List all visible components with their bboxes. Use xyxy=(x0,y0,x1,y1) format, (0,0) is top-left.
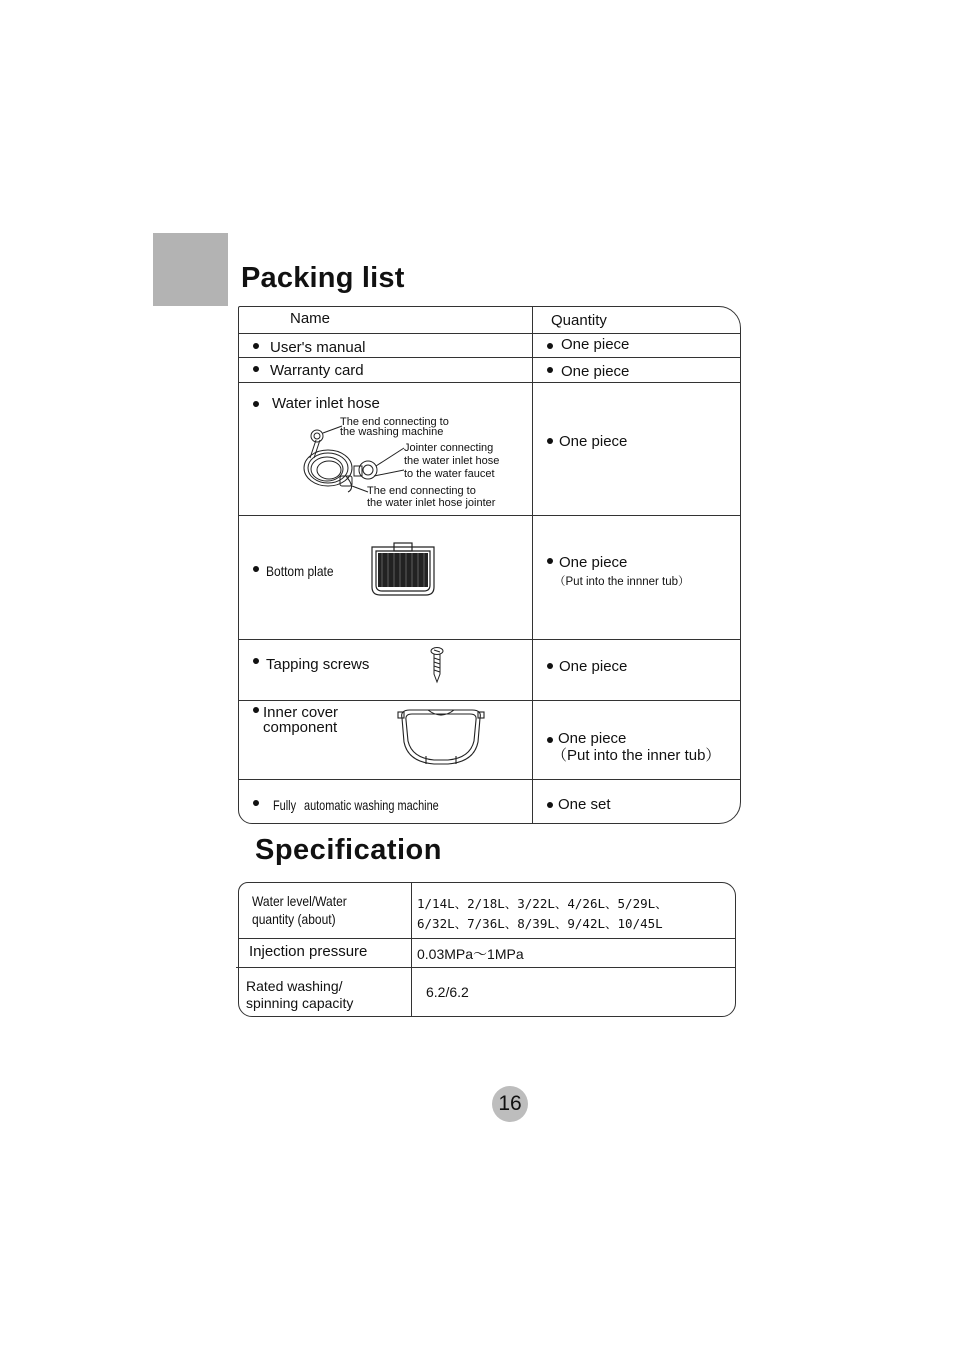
bullet xyxy=(253,566,259,572)
item-quantity: One piece xyxy=(561,336,630,353)
callout-text: The end connecting to xyxy=(340,416,449,428)
item-name: automatic washing machine xyxy=(304,797,439,813)
callout-text: to the water faucet xyxy=(404,468,495,480)
item-name: component xyxy=(263,719,338,736)
row-divider xyxy=(238,700,741,701)
row-divider xyxy=(238,938,736,939)
item-quantity: One piece xyxy=(559,433,628,450)
header-quantity: Quantity xyxy=(551,312,607,329)
bullet xyxy=(253,366,259,372)
spec-value: 1/14L、2/18L、3/22L、4/26L、5/29L、 xyxy=(417,896,668,911)
item-name: Fully xyxy=(273,797,297,813)
column-divider xyxy=(411,882,412,1017)
page-number: 16 xyxy=(492,1086,528,1122)
row-divider xyxy=(238,333,741,334)
item-name: User's manual xyxy=(270,339,366,356)
callout-text: Jointer connecting xyxy=(404,442,494,454)
spec-label: Injection pressure xyxy=(249,943,368,960)
item-quantity: One piece xyxy=(559,658,628,675)
row-divider xyxy=(238,357,741,358)
header-name: Name xyxy=(290,310,331,327)
bullet xyxy=(547,802,553,808)
row-divider xyxy=(236,967,736,968)
specification-title: Specification xyxy=(255,834,442,866)
item-quantity: One piece xyxy=(558,730,627,747)
item-note: （Put into the innner tub） xyxy=(554,576,690,588)
bullet xyxy=(253,707,259,713)
bullet xyxy=(253,343,259,349)
item-quantity: One piece xyxy=(561,363,630,380)
item-name: Water inlet hose xyxy=(272,395,380,412)
bullet xyxy=(253,401,259,407)
spec-label: quantity (about) xyxy=(252,911,336,927)
spec-label: spinning capacity xyxy=(246,995,354,1011)
bullet xyxy=(547,438,553,444)
spec-label: Rated washing/ xyxy=(246,978,343,994)
bottom-plate-illustration xyxy=(368,541,438,599)
item-quantity: One set xyxy=(558,796,611,813)
callout-text: the water inlet hose xyxy=(404,455,500,467)
row-divider xyxy=(238,382,741,383)
screw-icon xyxy=(429,646,445,684)
item-name: Inner cover xyxy=(263,704,339,721)
item-name: Tapping screws xyxy=(266,656,370,673)
bullet xyxy=(547,367,553,373)
callout-text: The end connecting to xyxy=(367,485,476,497)
spec-value: 6.2/6.2 xyxy=(426,984,469,1000)
spec-value: 6/32L、7/36L、8/39L、9/42L、10/45L xyxy=(417,916,663,931)
section-tab-marker xyxy=(153,233,228,306)
water-inlet-hose-illustration xyxy=(296,418,511,518)
column-divider xyxy=(532,306,533,824)
callout-text: the washing machine xyxy=(340,426,444,438)
item-note: （Put into the inner tub） xyxy=(552,747,721,764)
bullet xyxy=(253,658,259,664)
bullet xyxy=(253,800,259,806)
item-quantity: One piece xyxy=(559,554,628,571)
spec-value: 0.03MPa～1MPa xyxy=(417,946,524,962)
bullet xyxy=(547,663,553,669)
inner-cover-illustration xyxy=(396,706,486,768)
callout-text: the water inlet hose jointer xyxy=(367,497,496,509)
spec-label: Water level/Water xyxy=(252,893,347,909)
bullet xyxy=(547,737,553,743)
bullet xyxy=(547,558,553,564)
bullet xyxy=(547,343,553,349)
packing-list-title: Packing list xyxy=(241,262,405,294)
row-divider xyxy=(238,779,741,780)
row-divider xyxy=(238,639,741,640)
item-name: Bottom plate xyxy=(266,563,334,579)
item-name: Warranty card xyxy=(270,362,364,379)
